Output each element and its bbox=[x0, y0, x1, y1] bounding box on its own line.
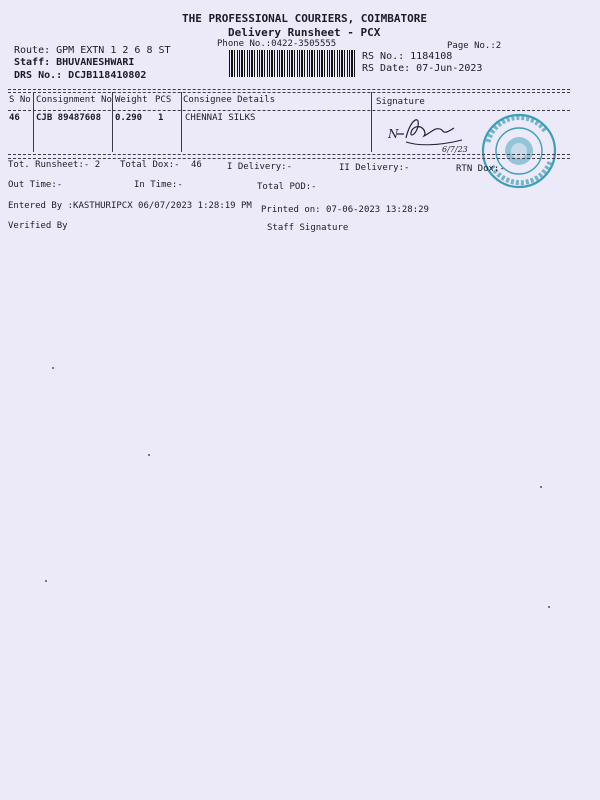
svg-text:6/7/23: 6/7/23 bbox=[442, 145, 468, 154]
staff-name: Staff: BHUVANESHWARI bbox=[14, 57, 135, 68]
rs-number: RS No.: 1184108 bbox=[362, 51, 453, 62]
page-number: Page No.:2 bbox=[447, 41, 502, 51]
out-time: Out Time:- bbox=[8, 180, 63, 190]
row-consignment-no: CJB 89487608 bbox=[36, 113, 102, 123]
total-dox-value: 46 bbox=[191, 160, 202, 170]
rtn-dox: RTN Dox:- bbox=[456, 164, 505, 174]
row-s-no: 46 bbox=[9, 113, 20, 123]
route: Route: GPM EXTN 1 2 6 8 ST bbox=[14, 45, 171, 56]
column-header: Weight bbox=[115, 95, 148, 105]
column-divider bbox=[371, 92, 372, 110]
verified-by: Verified By bbox=[8, 221, 68, 231]
divider bbox=[8, 158, 570, 159]
printed-on: Printed on: 07-06-2023 13:28:29 bbox=[261, 205, 429, 215]
i-delivery: I Delivery:- bbox=[227, 162, 293, 172]
staff-signature: Staff Signature bbox=[267, 223, 349, 233]
entered-by: Entered By :KASTHURIPCX 06/07/2023 1:28:19 PM bbox=[8, 201, 252, 211]
column-header: PCS bbox=[155, 95, 172, 105]
row-pcs: 1 bbox=[158, 113, 164, 123]
total-pod: Total POD:- bbox=[257, 182, 317, 192]
column-divider bbox=[112, 92, 113, 110]
column-divider bbox=[181, 110, 182, 152]
divider bbox=[8, 110, 570, 111]
phone-number: Phone No.:0422-3505555 bbox=[217, 39, 337, 49]
total-runsheet: Tot. Runsheet:- 2 bbox=[8, 160, 101, 170]
column-header: S No bbox=[9, 95, 31, 105]
company-stamp bbox=[480, 112, 558, 190]
divider bbox=[8, 154, 570, 155]
scan-speck bbox=[52, 367, 54, 369]
column-divider bbox=[33, 110, 34, 152]
document-subtitle: Delivery Runsheet - PCX bbox=[228, 26, 381, 39]
scan-speck bbox=[548, 606, 550, 608]
handwritten-signature bbox=[388, 112, 474, 156]
row-weight: 0.290 bbox=[115, 113, 143, 123]
column-divider bbox=[181, 92, 182, 110]
total-dox-label: Total Dox:- bbox=[120, 160, 180, 170]
scan-speck bbox=[45, 580, 47, 582]
column-header: Consignee Details bbox=[183, 95, 276, 105]
column-header: Signature bbox=[376, 97, 425, 107]
column-divider bbox=[112, 110, 113, 152]
column-divider bbox=[33, 92, 34, 110]
divider bbox=[8, 92, 570, 93]
scan-speck bbox=[148, 454, 150, 456]
row-consignee: CHENNAI SILKS bbox=[185, 113, 256, 123]
divider bbox=[8, 89, 570, 90]
in-time: In Time:- bbox=[134, 180, 183, 190]
scan-speck bbox=[540, 486, 542, 488]
column-divider bbox=[371, 110, 372, 152]
drs-number: DRS No.: DCJB118410802 bbox=[14, 70, 147, 81]
rs-date: RS Date: 07-Jun-2023 bbox=[362, 63, 483, 74]
company-title: THE PROFESSIONAL COURIERS, COIMBATORE bbox=[182, 12, 428, 25]
ii-delivery: II Delivery:- bbox=[339, 163, 410, 173]
barcode bbox=[229, 50, 356, 77]
svg-text:N: N bbox=[388, 127, 399, 141]
column-header: Consignment No bbox=[36, 95, 112, 105]
